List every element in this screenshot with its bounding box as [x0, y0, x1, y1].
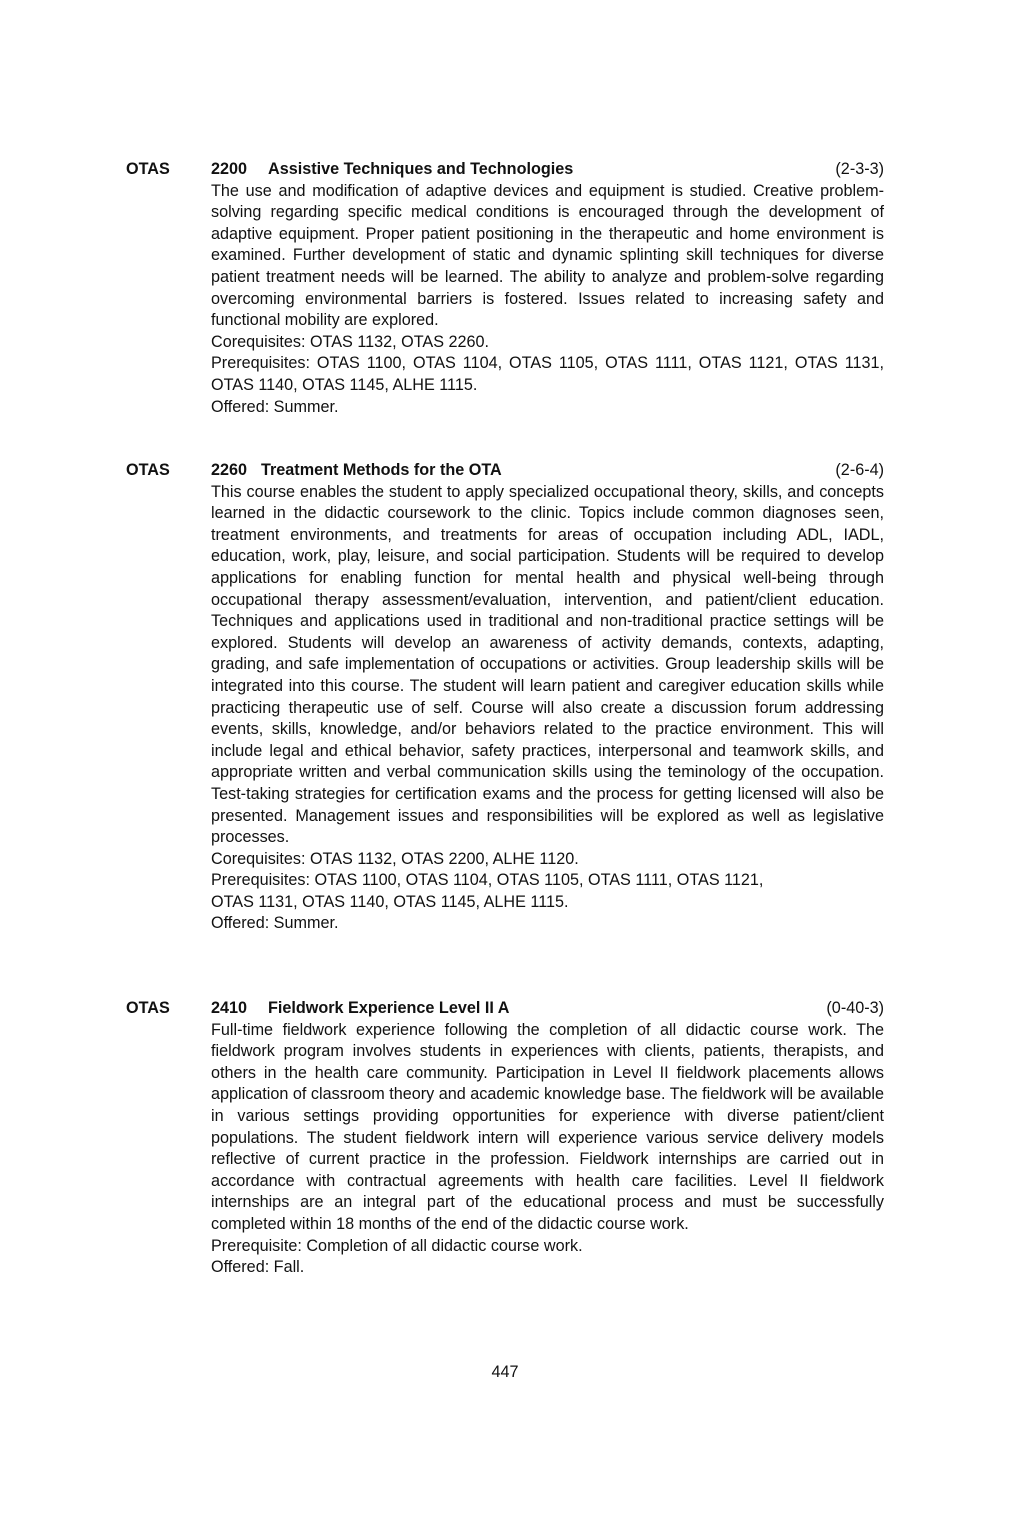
course-entry: [126, 460, 884, 935]
course-offered: Offered: Summer.: [211, 397, 339, 416]
course-hours: (2-6-4): [835, 461, 884, 479]
course-hours: (0-40-3): [826, 999, 884, 1017]
course-department: OTAS: [126, 461, 170, 479]
course-offered: Offered: Fall.: [211, 1258, 305, 1277]
course-number: 2260: [211, 461, 248, 479]
course-header: [126, 460, 884, 482]
course-number: 2410: [211, 999, 248, 1017]
course-header: [126, 159, 884, 181]
course-title: Treatment Methods for the OTA: [261, 461, 502, 479]
course-title: Fieldwork Experience Level II A: [268, 999, 510, 1017]
course-header: [126, 998, 884, 1020]
course-prerequisites-continued: OTAS 1131, OTAS 1140, OTAS 1145, ALHE 1115.: [211, 892, 569, 911]
course-description: The use and modification of adaptive devices and equipment is studied. Creative problem-solving regarding specific medical conditions is encouraged through the development of adaptive equipment. Proper patient positioning in the therapeutic and home environment is examined. Further development of static and dynamic splinting skill techniques for diverse patient treatment needs will be learned. The ability to analyze and problem-solve regarding overcoming environmental barriers is fostered. Issues related to increasing safety and functional mobility are explored.: [211, 181, 884, 330]
course-number-title: [211, 159, 573, 181]
course-entry: [126, 998, 884, 1279]
course-department: OTAS: [126, 160, 170, 178]
course-hours: (2-3-3): [835, 160, 884, 178]
page-number: 447: [491, 1363, 519, 1381]
course-offered: Offered: Summer.: [211, 914, 339, 933]
course-body: [211, 1020, 884, 1279]
course-prerequisites: Prerequisites: OTAS 1100, OTAS 1104, OTAS 1105, OTAS 1111, OTAS 1121, OTAS 1131, OTAS 1140, OTAS 1145, ALHE 1115.: [211, 354, 884, 394]
course-title: Assistive Techniques and Technologies: [268, 160, 574, 178]
course-description: Full-time fieldwork experience following the completion of all didactic course work. The fieldwork program involves students in experiences with clients, patients, therapists, and others in the health care community. Participation in Level II fieldwork placements allows application of classroom theory and academic knowledge base. The fieldwork will be available in various settings providing opportunities for experience with diverse patient/client populations. The student fieldwork intern will experience various service delivery models reflective of current practice in the profession. Fieldwork internships are carried out in accordance with contractual agreements with health care facilities. Level II fieldwork internships are an integral part of the educational process and must be successfully completed within 18 months of the end of the didactic course work.: [211, 1020, 884, 1233]
course-body: [211, 482, 884, 935]
course-body: [211, 181, 884, 419]
course-number-title: [211, 998, 509, 1020]
course-prerequisites: Prerequisite: Completion of all didactic course work.: [211, 1236, 583, 1255]
course-number-title: [211, 460, 502, 482]
course-corequisites: Corequisites: OTAS 1132, OTAS 2260.: [211, 332, 490, 351]
course-description: This course enables the student to apply specialized occupational theory, skills, and concepts learned in the didactic coursework to the clinic. Topics include common diagnoses seen, treatment environments, and treatments for areas of occupation including ADL, IADL, education, work, play, leisure, and social participation. Students will be required to develop applications for enabling function for mental health and physical well-being through occupational therapy assessment/evaluation, intervention, and patient/client education. Techniques and applications used in traditional and non-traditional practice settings will be explored. Students will develop an awareness of activity demands, contexts, adapting, grading, and safe implementation of occupations or activities. Group leadership skills will be integrated into this course. The student will learn patient and caregiver education skills while practicing therapeutic use of self. Course will also create a discussion forum addressing events, skills, knowledge, and/or behaviors related to the practice environment. This will include legal and ethical behavior, safety practices, interpersonal and teamwork skills, and appropriate written and verbal communication skills using the teminology of the occupation. Test-taking strategies for certification exams and the process for getting licensed will also be presented. Management issues and responsibilities will be explored as well as legislative processes.: [211, 482, 884, 847]
course-corequisites: Corequisites: OTAS 1132, OTAS 2200, ALHE 1120.: [211, 849, 579, 868]
course-prerequisites: Prerequisites: OTAS 1100, OTAS 1104, OTAS 1105, OTAS 1111, OTAS 1121,: [211, 871, 764, 890]
course-entry: [126, 159, 884, 418]
course-number: 2200: [211, 160, 248, 178]
course-department: OTAS: [126, 999, 170, 1017]
